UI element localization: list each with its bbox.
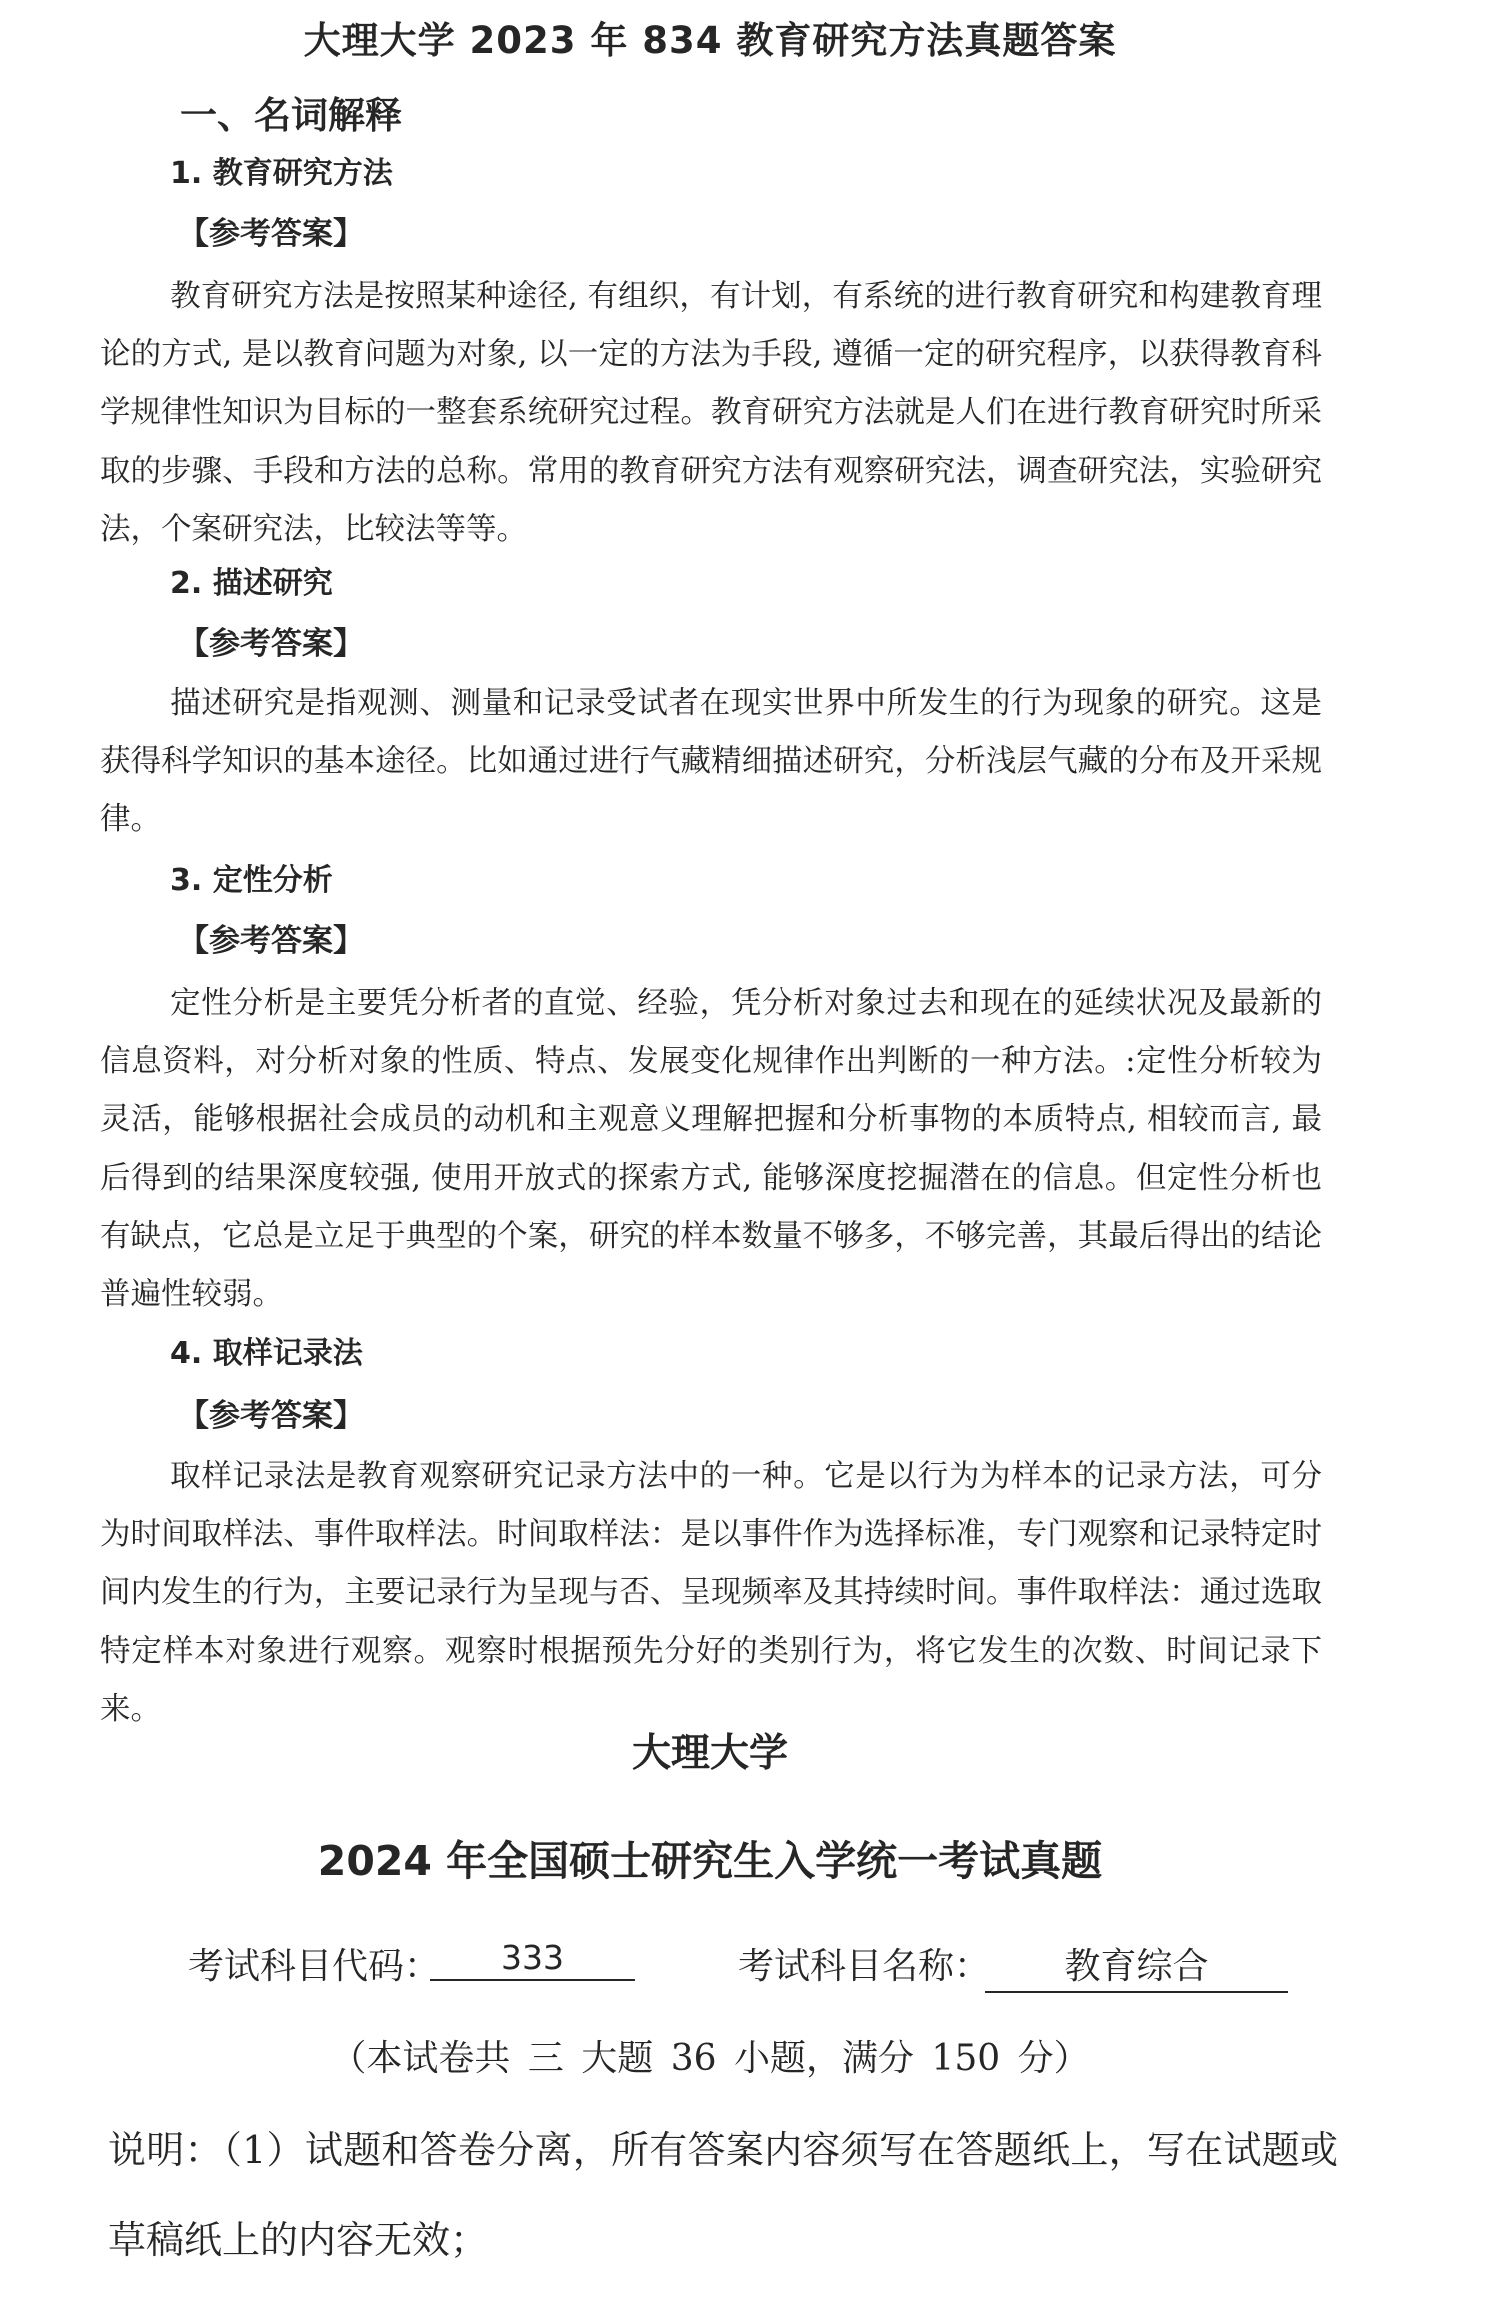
- subject-code-label: 考试科目代码：: [188, 1946, 441, 1987]
- subject-name-value: 教育综合: [985, 1938, 1288, 1993]
- term-heading-1: 1. 教育研究方法: [170, 156, 393, 191]
- section-heading: 一、名词解释: [180, 94, 402, 137]
- term-heading-3: 3. 定性分析: [170, 863, 333, 898]
- reference-answer-label-3: 【参考答案】: [178, 923, 364, 959]
- term-heading-4: 4. 取样记录法: [170, 1336, 363, 1371]
- school-name: 大理大学: [631, 1731, 788, 1776]
- answer-paragraph-4: 取样记录法是教育观察研究记录方法中的一种。它是以行为为样本的记录方法，可分为时间取样法、事件取样法。时间取样法：是以事件作为选择标准，专门观察和记录特定时间内发生的行为，主要记录行为呈现与否、呈现频率及其持续时间。事件取样法：通过选取特定样本对象进行观察。观察时根据预先分好的类别行为，将它发生的次数、时间记录下来。: [100, 1459, 1322, 1727]
- document-title: 大理大学 2023 年 834 教育研究方法真题答案: [303, 19, 1117, 62]
- term-heading-2: 2. 描述研究: [170, 566, 333, 601]
- subject-name-label: 考试科目名称：: [738, 1946, 991, 1987]
- reference-answer-label-4: 【参考答案】: [178, 1398, 364, 1434]
- answer-paragraph-3: 定性分析是主要凭分析者的直觉、经验，凭分析对象过去和现在的延续状况及最新的信息资料，对分析对象的性质、特点、发展变化规律作出判断的一种方法。:定性分析较为灵活，能够根据社会成员的动机和主观意义理解把握和分析事物的本质特点, 相较而言, 最后得到的结果深度较强, 使用开放式的探索方式, 能够深度挖掘潜在的信息。但定性分析也有缺点，它总是立足于典型的个案，研究的样本数量不够多，不够完善，其最后得出的结论普遍性较弱。: [100, 986, 1322, 1313]
- exam-title: 2024 年全国硕士研究生入学统一考试真题: [317, 1837, 1103, 1885]
- instructions-note: 说明：（1）试题和答卷分离，所有答案内容须写在答题纸上，写在试题或草稿纸上的内容无效；: [108, 2128, 1338, 2262]
- answer-paragraph-1: 教育研究方法是按照某种途径, 有组织，有计划，有系统的进行教育研究和构建教育理论的方式, 是以教育问题为对象, 以一定的方法为手段, 遵循一定的研究程序，以获得教育科学规律性知识为目标的一整套系统研究过程。教育研究方法就是人们在进行教育研究时所采取的步骤、手段和方法的总称。常用的教育研究方法有观察研究法，调查研究法，实验研究法，个案研究法，比较法等等。: [100, 279, 1322, 547]
- reference-answer-label-2: 【参考答案】: [178, 626, 364, 662]
- exam-info: （本试卷共 三 大题 36 小题，满分 150 分）: [330, 2038, 1090, 2079]
- subject-code-value: 333: [430, 1938, 635, 1981]
- reference-answer-label-1: 【参考答案】: [178, 216, 364, 252]
- answer-paragraph-2: 描述研究是指观测、测量和记录受试者在现实世界中所发生的行为现象的研究。这是获得科学知识的基本途径。比如通过进行气藏精细描述研究，分析浅层气藏的分布及开采规律。: [100, 686, 1322, 838]
